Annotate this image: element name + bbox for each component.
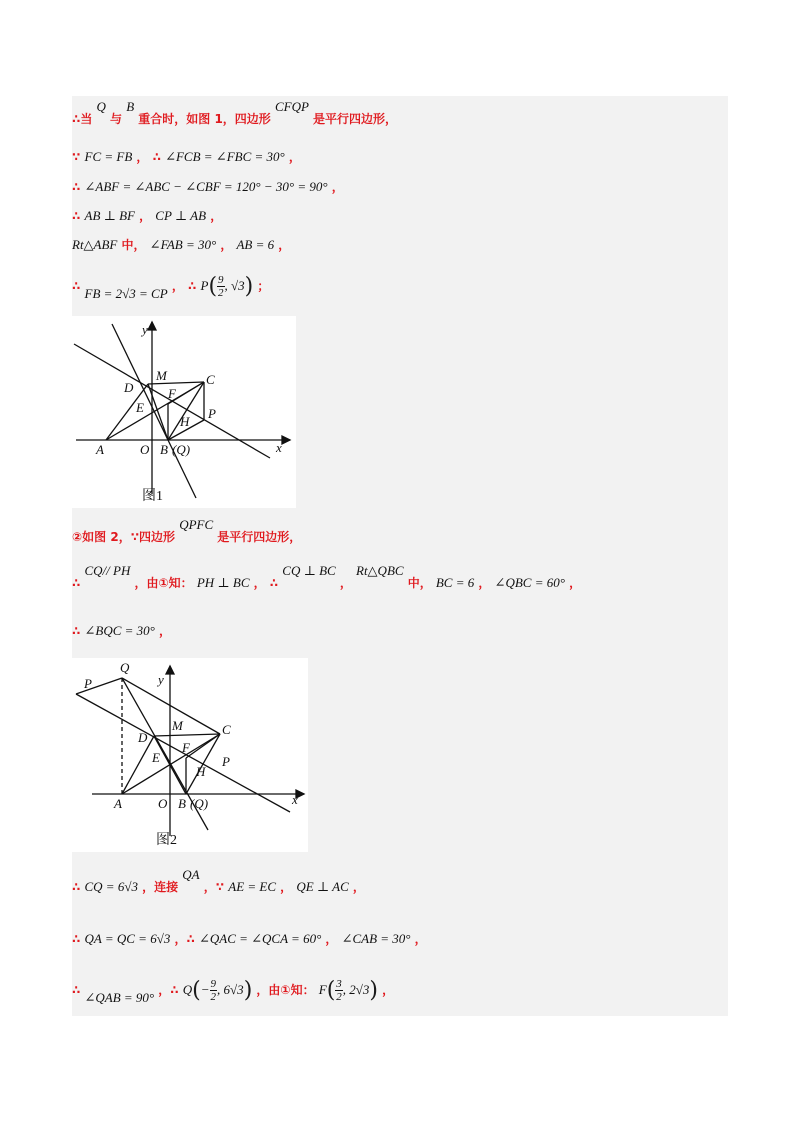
figure-1-diagram [72, 316, 296, 508]
equation: ∠QBC = 60° [494, 575, 565, 590]
text: ， [382, 983, 395, 997]
coord: , 6√3 [217, 982, 244, 997]
text: ； [257, 279, 270, 293]
text: 重合时，如图 1，四边形 [138, 112, 271, 126]
label-a: A [114, 796, 122, 811]
label-c: C [222, 722, 231, 737]
label-o: O [158, 796, 168, 811]
figure-2-diagram [72, 658, 308, 852]
line-6: ∴ FB = 2√3 = CP ， ∴ P( $\frac{9}{2}$ , √3) ； [72, 274, 270, 301]
line-5 [72, 236, 290, 253]
label-o: O [140, 442, 150, 457]
label-e: E [152, 750, 160, 765]
text: ， [569, 576, 582, 590]
text: ， [159, 624, 172, 638]
equation: ∠BQC = 30° [84, 623, 155, 638]
therefore-symbol: ∴ [72, 180, 81, 194]
equation: ∠QAC = ∠QCA = 60° [198, 931, 322, 946]
text: 中， [121, 238, 146, 252]
equation: QA = QC = 6√3 [84, 931, 171, 946]
equation: CQ// PH [84, 563, 131, 578]
text: ， [331, 180, 344, 194]
text: ，∴ [158, 983, 179, 997]
triangle-abf: Rt△ABF [72, 237, 118, 252]
var-b: B [126, 99, 135, 114]
text: ， [478, 576, 491, 590]
therefore-symbol: ∴ [187, 279, 197, 293]
equation: FB = 2√3 = CP [84, 286, 168, 301]
equation: FC = FB [84, 149, 133, 164]
figure-1-caption: 图1 [142, 489, 163, 504]
line-3 [72, 178, 344, 195]
label-f: F [168, 386, 176, 401]
text: ②如图 2，∵四边形 [72, 530, 176, 544]
label-y: y [158, 672, 164, 687]
equation: AE = EC [228, 879, 277, 894]
equation: AB ⊥ BF [84, 208, 135, 223]
equation: ∠FAB = 30° [149, 237, 217, 252]
label-b: B [178, 796, 186, 811]
text: ， [210, 209, 223, 223]
coord: , 2√3 [342, 982, 370, 997]
text: ， [136, 150, 149, 164]
text: ，∵ [203, 880, 225, 894]
text: ，连接 [142, 880, 179, 894]
label-c: C [206, 372, 215, 387]
therefore-symbol: ∴ [72, 209, 81, 223]
var-q: Q [96, 99, 106, 114]
equation: PH ⊥ BC [196, 575, 250, 590]
text: 中， [407, 576, 432, 590]
text: ， [278, 238, 291, 252]
line-7 [72, 517, 302, 545]
therefore-symbol: ∴ [152, 150, 161, 164]
solution-panel [72, 96, 728, 1016]
equation: CQ ⊥ BC [282, 563, 336, 578]
label-d: D [138, 730, 148, 745]
label-f: F [182, 740, 190, 755]
text: ，∴ [174, 932, 195, 946]
triangle-qbc: Rt△QBC [356, 563, 404, 578]
line-9 [72, 622, 171, 639]
label-d: D [124, 380, 134, 395]
segment-fc [186, 734, 220, 758]
quad-qpfc: QPFC [179, 517, 214, 532]
therefore-symbol: ∴ [72, 279, 81, 293]
line-8 [72, 563, 582, 591]
label-x: x [276, 440, 282, 455]
label-y: y [142, 322, 148, 337]
text: ， [220, 238, 233, 252]
equation: ∠QAB = 90° [84, 990, 155, 1005]
label-q: (Q) [172, 442, 191, 457]
label-a: A [96, 442, 104, 457]
text: ， [139, 209, 152, 223]
text: ， [171, 279, 184, 293]
text: ， [339, 576, 352, 590]
line-11 [72, 930, 427, 947]
minus: − [200, 982, 210, 997]
therefore-symbol: ∴ [72, 576, 81, 590]
line-2 [72, 148, 301, 165]
therefore-symbol: ∴ [72, 624, 81, 638]
text: ，由①知： [134, 576, 193, 590]
equation: CQ = 6√3 [84, 879, 138, 894]
label-h: H [180, 414, 190, 429]
segment-qa: QA [182, 867, 200, 882]
fraction: $\frac{9}{2}$ [218, 274, 224, 299]
text: ∴当 [72, 112, 93, 126]
segment-dc [154, 734, 220, 736]
text: ， [288, 150, 301, 164]
point-f: F [318, 982, 327, 997]
y-arrow [148, 322, 156, 330]
figure-2 [72, 658, 308, 852]
label-q-paren: (Q) [190, 796, 209, 811]
text: 与 [110, 112, 123, 126]
label-p: P [208, 406, 216, 421]
label-q-top: Q [120, 660, 130, 675]
label-p-left: P [84, 676, 92, 691]
line-4 [72, 207, 222, 224]
therefore-symbol: ∴ [72, 983, 81, 997]
text: ， [414, 932, 427, 946]
text: 是平行四边形， [217, 530, 302, 544]
equation: BC = 6 [435, 575, 475, 590]
text: 是平行四边形， [313, 112, 398, 126]
text: ， [325, 932, 338, 946]
therefore-symbol: ∴ [72, 932, 81, 946]
point-q: Q [182, 982, 193, 997]
figure-1 [72, 316, 296, 508]
label-b: B [160, 442, 168, 457]
text: ， [253, 576, 266, 590]
figure-2-caption: 图2 [156, 833, 177, 848]
segment-pq [76, 678, 122, 694]
line-1 [72, 99, 398, 127]
label-e: E [136, 400, 144, 415]
line-10 [72, 867, 365, 895]
equation: ∠ABF = ∠ABC − ∠CBF = 120° − 30° = 90° [84, 179, 328, 194]
equation: CP ⊥ AB [155, 208, 207, 223]
equation: AB = 6 [236, 237, 275, 252]
quad-cfqp: CFQP [274, 99, 309, 114]
text: ，由①知： [256, 983, 315, 997]
equation: ∠FCB = ∠FBC = 30° [165, 149, 285, 164]
line-12: ∴ ∠QAB = 90° ，∴ Q(− $\frac{9}{2}$ , 6√3) ，由①知： F( $\frac{3}{2}$ , 2√3) ， [72, 978, 395, 1005]
y-arrow [166, 666, 174, 674]
point-p: P [200, 278, 209, 293]
fraction: $\frac{3}{2}$ [336, 978, 342, 1003]
text: ， [280, 880, 293, 894]
label-x: x [292, 792, 298, 807]
therefore-symbol: ∴ [269, 576, 279, 590]
label-m: M [156, 368, 167, 383]
label-h: H [196, 764, 206, 779]
therefore-symbol: ∴ [72, 880, 81, 894]
segment-qc [122, 678, 220, 734]
x-arrow [282, 436, 290, 444]
text: ， [352, 880, 365, 894]
equation: QE ⊥ AC [296, 879, 349, 894]
equation: ∠CAB = 30° [341, 931, 411, 946]
label-p-right: P [222, 754, 230, 769]
fraction: $\frac{9}{2}$ [210, 978, 217, 1003]
label-m: M [172, 718, 183, 733]
coord: , √3 [224, 278, 245, 293]
because-symbol: ∵ [72, 150, 81, 164]
